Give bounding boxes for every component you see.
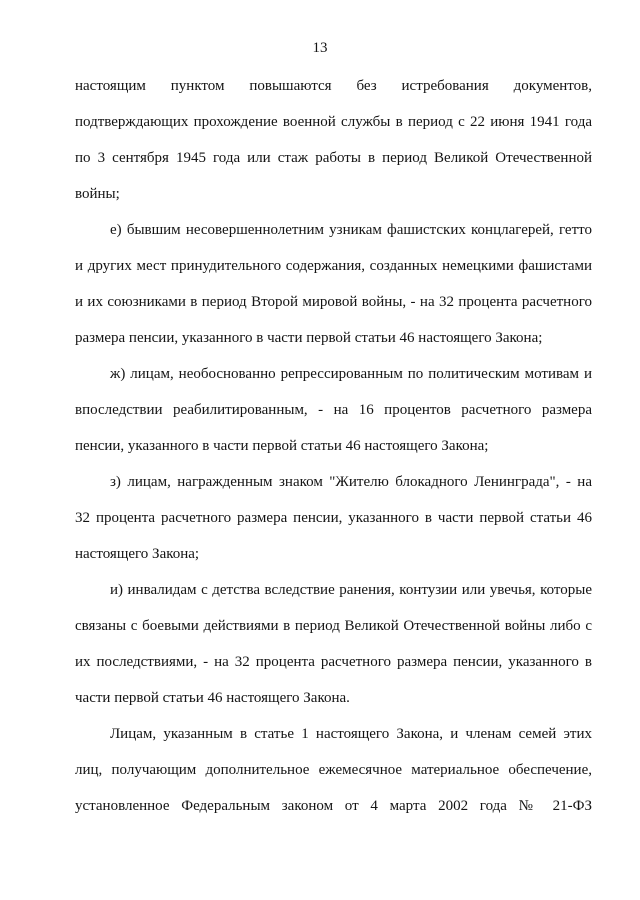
text-line: и) инвалидам с детства вследствие ранения, контузии или увечья, которые [110, 582, 592, 598]
text-line: войны; [75, 186, 120, 202]
paragraph [75, 464, 592, 572]
text-line: и других мест принудительного содержания, созданных немецкими фашистами [75, 258, 592, 274]
text-line: подтверждающих прохождение военной службы в период с 22 июня 1941 года [75, 114, 592, 130]
text-line: пенсии, указанного в части первой статьи 46 настоящего Закона; [75, 438, 489, 454]
text-line: ж) лицам, необоснованно репрессированным по политическим мотивам и [110, 366, 592, 382]
text-line: лиц, получающим дополнительное ежемесячное материальное обеспечение, [75, 762, 592, 778]
text-line: настоящего Закона; [75, 546, 200, 562]
text-line: их последствиями, - на 32 процента расчетного размера пенсии, указанного в [75, 654, 592, 670]
text-line: впоследствии реабилитированным, - на 16 процентов расчетного размера [75, 402, 592, 418]
paragraph [75, 356, 592, 464]
paragraph [75, 212, 592, 356]
text-line: установленное Федеральным законом от 4 марта 2002 года № 21-ФЗ [75, 798, 592, 814]
text-line: з) лицам, награжденным знаком "Жителю блокадного Ленинграда", - на [110, 474, 592, 490]
text-line: связаны с боевыми действиями в период Великой Отечественной войны либо с [75, 618, 592, 634]
text-line: 32 процента расчетного размера пенсии, указанного в части первой статьи 46 [75, 510, 592, 526]
text-line: и их союзниками в период Второй мировой войны, - на 32 процента расчетного [75, 294, 592, 310]
document-body [75, 68, 592, 824]
text-line: размера пенсии, указанного в части первой статьи 46 настоящего Закона; [75, 330, 543, 346]
paragraph [75, 572, 592, 716]
text-line: части первой статьи 46 настоящего Закона. [75, 690, 350, 706]
paragraph [75, 716, 592, 824]
text-line: настоящим пунктом повышаются без истребования документов, [75, 78, 592, 94]
text-line: е) бывшим несовершеннолетним узникам фашистских концлагерей, гетто [110, 222, 592, 238]
text-line: по 3 сентября 1945 года или стаж работы в период Великой Отечественной [75, 150, 592, 166]
paragraph [75, 68, 592, 212]
page-number: 13 [312, 40, 328, 56]
text-line: Лицам, указанным в статье 1 настоящего Закона, и членам семей этих [110, 726, 592, 742]
